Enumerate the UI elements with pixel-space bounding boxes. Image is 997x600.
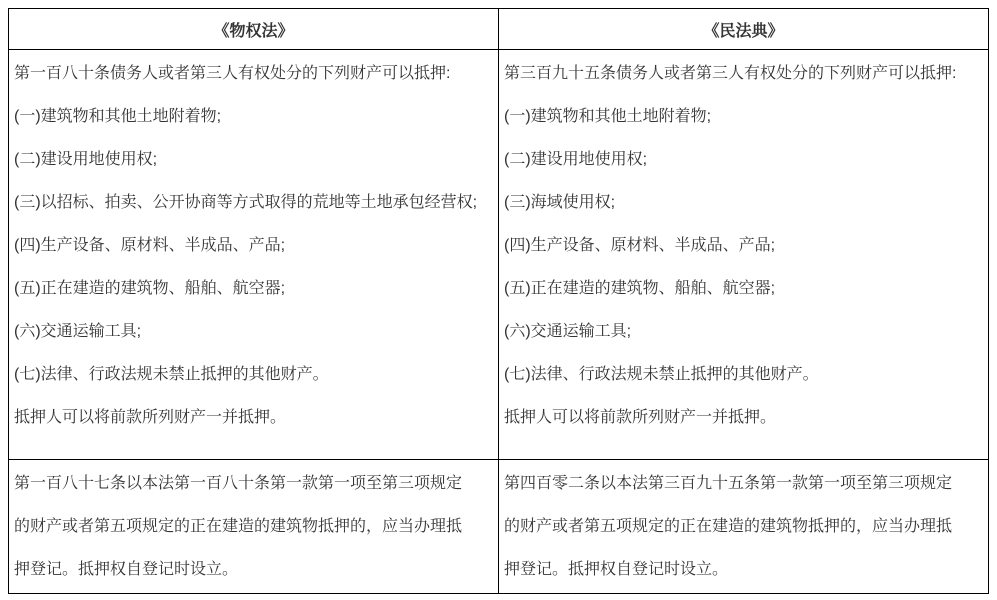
article-body-row [9,50,989,460]
article-intro: 第三百九十五条债务人或者第三人有权处分的下列财产可以抵押: [504,65,957,82]
registration-line-1: 第四百零二条以本法第三百九十五条第一款第一项至第三项规定 [504,475,953,492]
property-law-article-cell [9,50,499,460]
registration-line-3: 押登记。抵押权自登记时设立。 [504,561,729,578]
column-header-property-law: 《物权法》 [9,9,499,50]
article-item-3: (三)以招标、拍卖、公开协商等方式取得的荒地等土地承包经营权; [14,194,478,211]
article-item-4: (四)生产设备、原材料、半成品、产品; [504,237,776,254]
article-closing: 抵押人可以将前款所列财产一并抵押。 [14,409,287,426]
registration-line-1: 第一百八十七条以本法第一百八十条第一款第一项至第三项规定 [14,475,463,492]
article-item-6: (六)交通运输工具; [504,323,632,340]
registration-line-2: 的财产或者第五项规定的正在建造的建筑物抵押的，应当办理抵 [504,518,953,535]
column-header-civil-code: 《民法典》 [499,9,989,50]
article-item-1: (一)建筑物和其他土地附着物; [14,108,222,125]
article-item-2: (二)建设用地使用权; [14,151,158,168]
civil-code-article-cell [499,50,989,460]
article-item-5: (五)正在建造的建筑物、船舶、航空器; [14,280,286,297]
article-intro: 第一百八十条债务人或者第三人有权处分的下列财产可以抵押: [14,65,451,82]
article-item-7: (七)法律、行政法规未禁止抵押的其他财产。 [504,366,819,383]
article-item-6: (六)交通运输工具; [14,323,142,340]
article-item-7: (七)法律、行政法规未禁止抵押的其他财产。 [14,366,329,383]
article-item-1: (一)建筑物和其他土地附着物; [504,108,712,125]
law-comparison-table [8,8,989,594]
registration-line-2: 的财产或者第五项规定的正在建造的建筑物抵押的，应当办理抵 [14,518,463,535]
registration-row [9,460,989,594]
table-header-row [9,9,989,50]
article-closing: 抵押人可以将前款所列财产一并抵押。 [504,409,777,426]
registration-line-3: 押登记。抵押权自登记时设立。 [14,561,239,578]
article-item-3: (三)海域使用权; [504,194,616,211]
article-item-4: (四)生产设备、原材料、半成品、产品; [14,237,286,254]
property-law-registration-cell [9,460,499,594]
article-item-5: (五)正在建造的建筑物、船舶、航空器; [504,280,776,297]
article-item-2: (二)建设用地使用权; [504,151,648,168]
civil-code-registration-cell [499,460,989,594]
